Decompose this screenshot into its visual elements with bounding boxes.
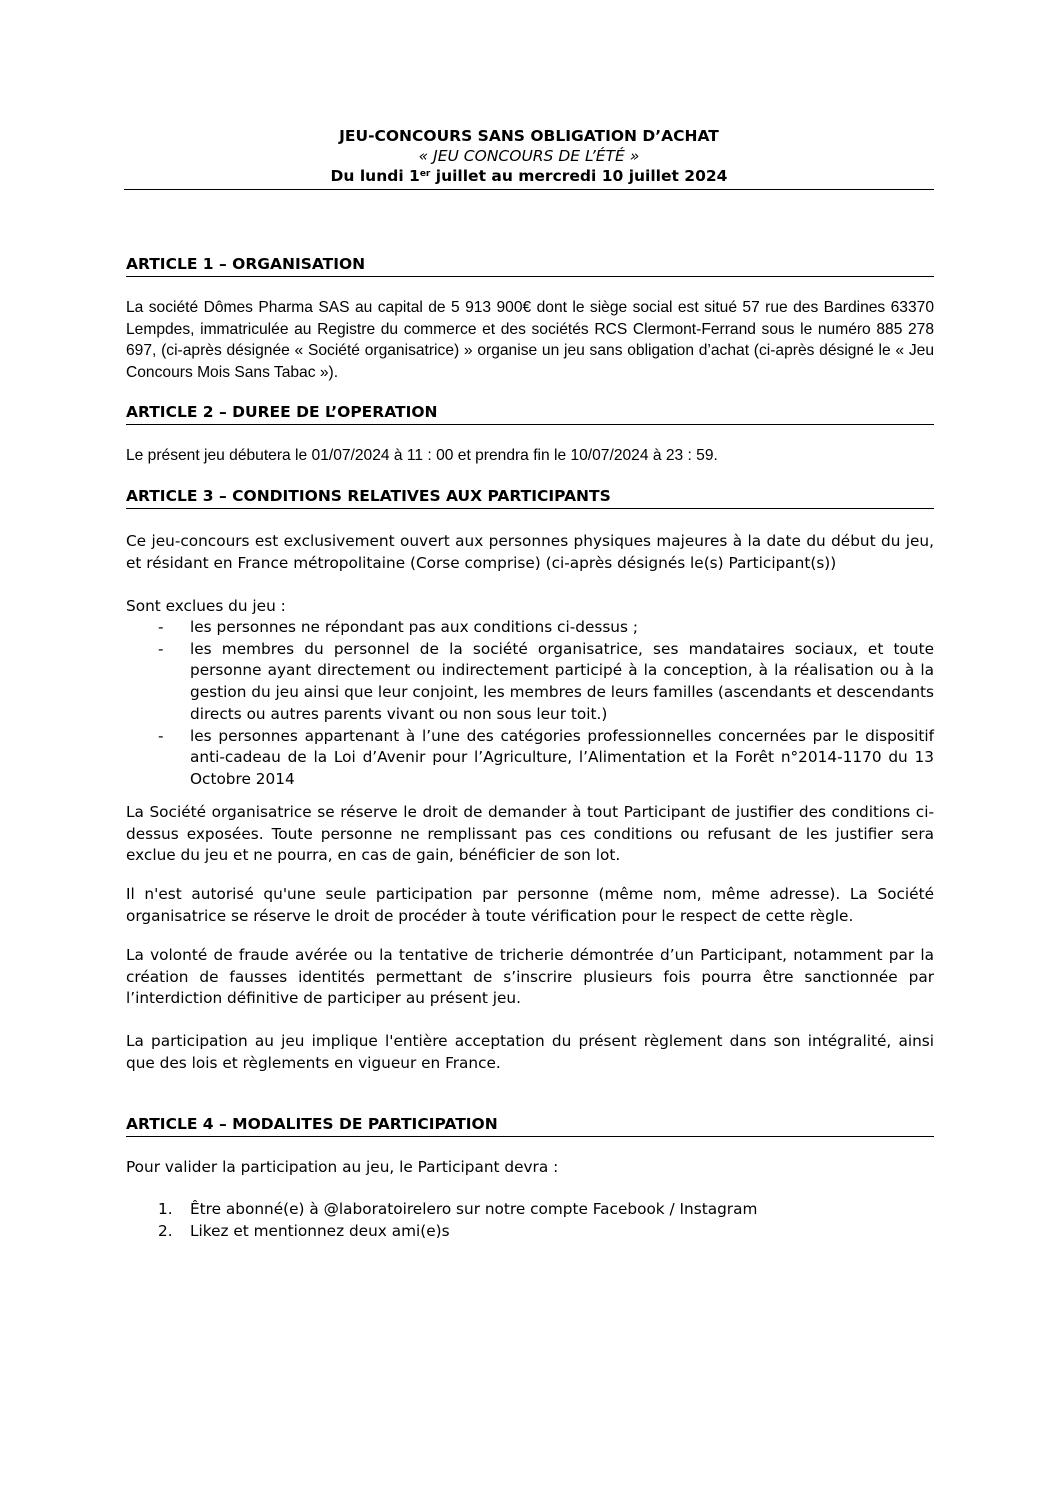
document-header — [124, 126, 934, 186]
list-item: 2. Likez et mentionnez deux ami(e)s — [158, 1221, 450, 1240]
article-3-heading: ARTICLE 3 – CONDITIONS RELATIVES AUX PARTICIPANTS — [126, 487, 934, 509]
single-participation-paragraph: Il n'est autorisé qu'une seule participation par personne (même nom, même adresse). La Société organisatrice se réserve le droit de procéder à toute vérification pour le respect de cette règle. — [126, 885, 934, 925]
list-item: - les personnes ne répondant pas aux conditions ci-dessus ; — [158, 618, 638, 636]
article-2-heading: ARTICLE 2 – DUREE DE L’OPERATION — [126, 403, 934, 425]
header-contest-name: « JEU CONCOURS DE L’ÉTÉ » — [418, 147, 640, 165]
article-2-text: Le présent jeu débutera le 01/07/2024 à 11 : 00 et prendra fin le 10/07/2024 à 23 : 59. — [126, 447, 718, 464]
acceptance-paragraph: La participation au jeu implique l'entière acceptation du présent règlement dans son intégralité, ainsi que des lois et règlements en vigueur en France. — [126, 1032, 934, 1072]
list-item: - les personnes appartenant à l’une des catégories professionnelles concernées par le dispositif anti-cadeau de la Loi d’Avenir pour l’Agriculture, l’Alimentation et la Forêt n°2014-1170 du 13 Octobre 2014 — [158, 726, 934, 788]
excluded-list — [126, 617, 934, 791]
header-dates: Du lundi 1er juillet au mercredi 10 juillet 2024 — [330, 167, 728, 185]
header-divider — [124, 189, 934, 190]
justification-paragraph: La Société organisatrice se réserve le droit de demander à tout Participant de justifier des conditions ci-dessus exposées. Toute personne ne remplissant pas ces conditions ou refusant de les justifier sera exclue du jeu et ne pourra, en cas de gain, bénéficier de son lot. — [126, 803, 934, 865]
list-item: 1. Être abonné(e) à @laboratoirelero sur notre compte Facebook / Instagram — [158, 1200, 758, 1218]
excluded-title: Sont exclues du jeu : — [126, 597, 286, 615]
list-item: - les membres du personnel de la société organisatrice, ses mandataires sociaux, et toute personne ayant directement ou indirectement participé à la conception, à la réalisation ou à la gestion du jeu ainsi que leur conjoint, les membres de leurs familles (ascendants et descendants directs ou autres parents vivant ou non sous leur toit.) — [158, 639, 934, 723]
article-1-text: La société Dômes Pharma SAS au capital de 5 913 900€ dont le siège social est situé 57 rue des Bardines 63370 Lempdes, immatriculée au Registre du commerce et des sociétés RCS Clermont-Ferrand sous le numéro 885 278 697, (ci-après désignée « Société organisatrice) » organise un jeu sans obligation d’achat (ci-après désigné le « Jeu Concours Mois Sans Tabac »). — [126, 299, 934, 382]
article-3-intro: Ce jeu-concours est exclusivement ouvert aux personnes physiques majeures à la date du début du jeu, et résidant en France métropolitaine (Corse comprise) (ci-après désignés le(s) Participant(s)) — [126, 532, 934, 572]
fraud-paragraph: La volonté de fraude avérée ou la tentative de tricherie démontrée d’un Participant, notamment par la création de fausses identités permettant de s’inscrire plusieurs fois pourra être sanctionnée par l’interdiction définitive de participer au présent jeu. — [126, 946, 934, 1008]
article-1-heading: ARTICLE 1 – ORGANISATION — [126, 255, 934, 277]
article-4-intro: Pour valider la participation au jeu, le Participant devra : — [126, 1158, 559, 1176]
article-4-heading: ARTICLE 4 – MODALITES DE PARTICIPATION — [126, 1115, 934, 1137]
header-title: JEU-CONCOURS SANS OBLIGATION D’ACHAT — [339, 127, 719, 145]
participation-steps — [126, 1199, 934, 1242]
